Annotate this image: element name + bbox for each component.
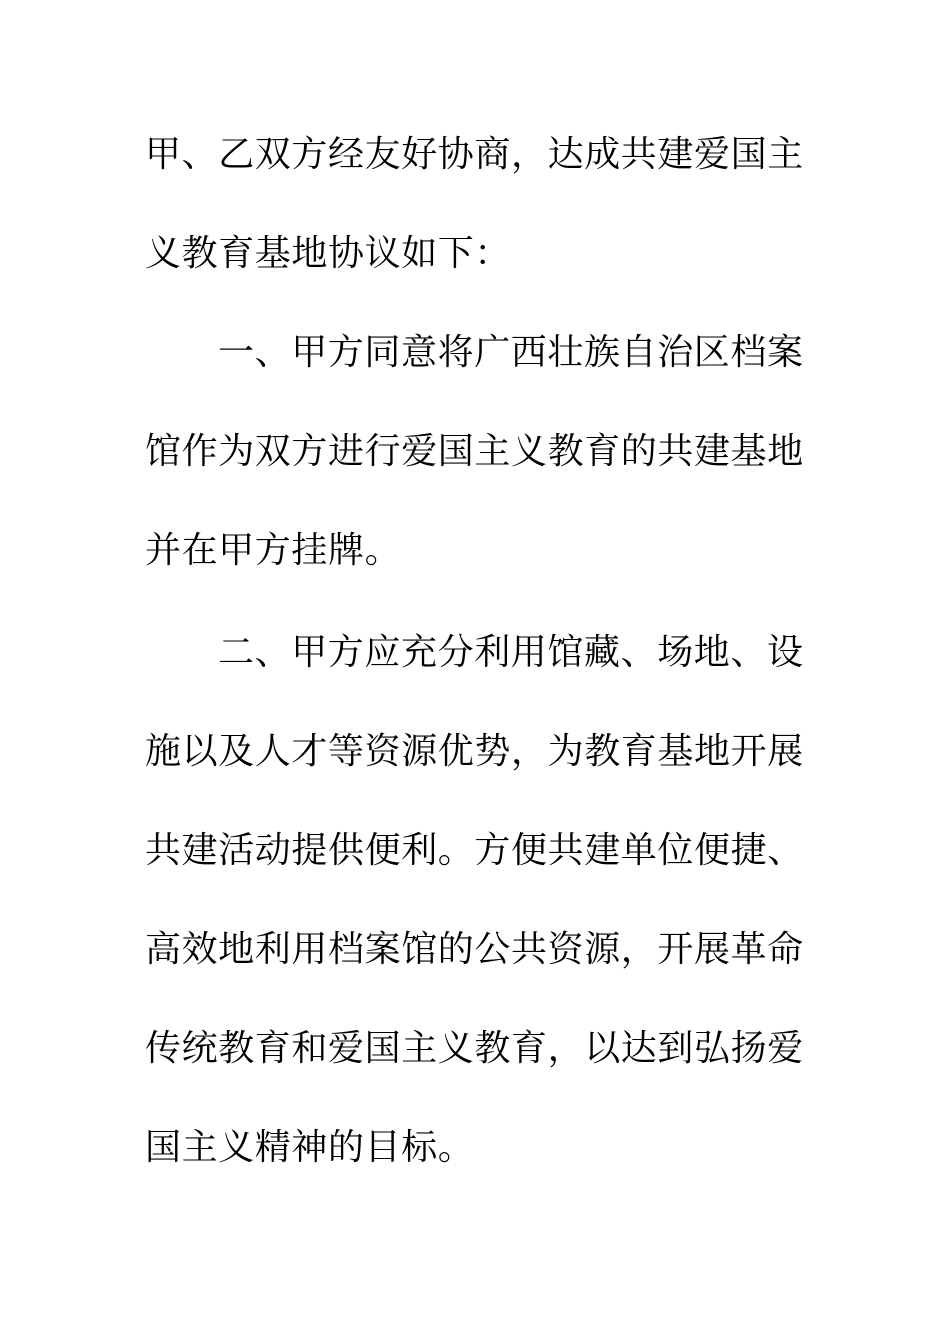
clause-one-line-2: 馆作为双方进行爱国主义教育的共建基地 [145, 431, 804, 472]
clause-two-line-1: 二、甲方应充分利用馆藏、场地、设 [218, 632, 804, 673]
paragraph-intro-line-1: 甲、乙双方经友好协商，达成共建爱国主 [145, 134, 804, 175]
clause-two-line-3: 共建活动提供便利。方便共建单位便捷、 [145, 830, 804, 871]
clause-two-line-4: 高效地利用档案馆的公共资源，开展革命 [145, 929, 804, 970]
paragraph-intro-line-2: 义教育基地协议如下： [145, 233, 512, 274]
clause-two-line-5: 传统教育和爱国主义教育，以达到弘扬爱 [145, 1028, 804, 1069]
clause-one-line-3: 并在甲方挂牌。 [145, 530, 402, 571]
clause-two-line-2: 施以及人才等资源优势，为教育基地开展 [145, 731, 804, 772]
clause-two-line-6: 国主义精神的目标。 [145, 1127, 475, 1168]
clause-one-line-1: 一、甲方同意将广西壮族自治区档案 [218, 332, 804, 373]
